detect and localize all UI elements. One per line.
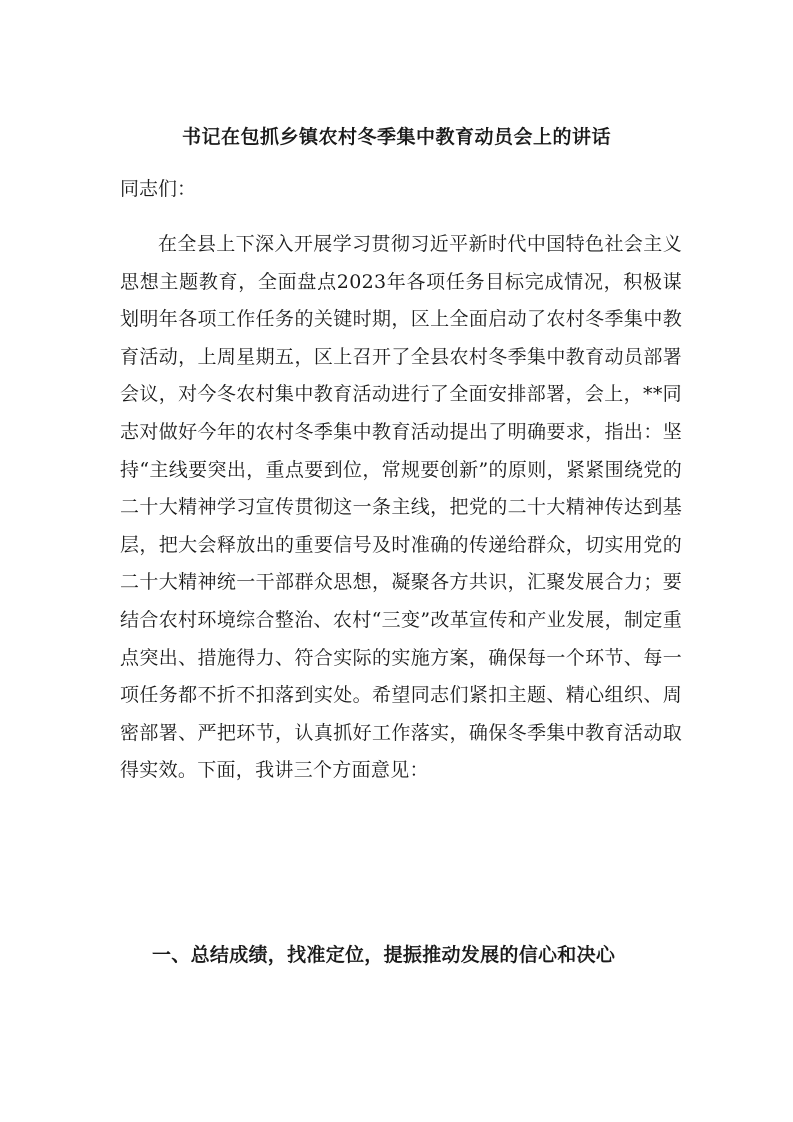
salutation: 同志们： <box>120 178 197 200</box>
section-heading: 一、总结成绩，找准定位，提振推动发展的信心和决心 <box>152 944 616 966</box>
document-title: 书记在包抓乡镇农村冬季集中教育动员会上的讲话 <box>181 126 611 148</box>
body-paragraph: 在全县上下深入开展学习贯彻习近平新时代中国特色社会主义思想主题教育，全面盘点2023年各项任务目标完成情况，积极谋划明年各项工作任务的关键时期，区上全面启动了农村冬季集中教育活动，上周星期五，区上召开了全县农村冬季集中教育动员部署会议，对今冬农村集中教育活动进行了全面安排部署，会上，**同志对做好今年的农村冬季集中教育活动提出了明确要求，指出：坚持“主线要突出，重点要到位，常规要创新”的原则，紧紧围绕党的二十大精神学习宣传贯彻这一条主线，把党的二十大精神传达到基层，把大会释放出的重要信号及时准确的传递给群众，切实用党的二十大精神统一干部群众思想，凝聚各方共识，汇聚发展合力；要结合农村环境综合整治、农村“三变”改革宣传和产业发展，制定重点突出、措施得力、符合实际的实施方案，确保每一个环节、每一项任务都不折不扣落到实处。希望同志们紧扣主题、精心组织、周密部署、严把环节，认真抓好工作落实，确保冬季集中教育活动取得实效。下面，我讲三个方面意见： <box>120 233 682 782</box>
